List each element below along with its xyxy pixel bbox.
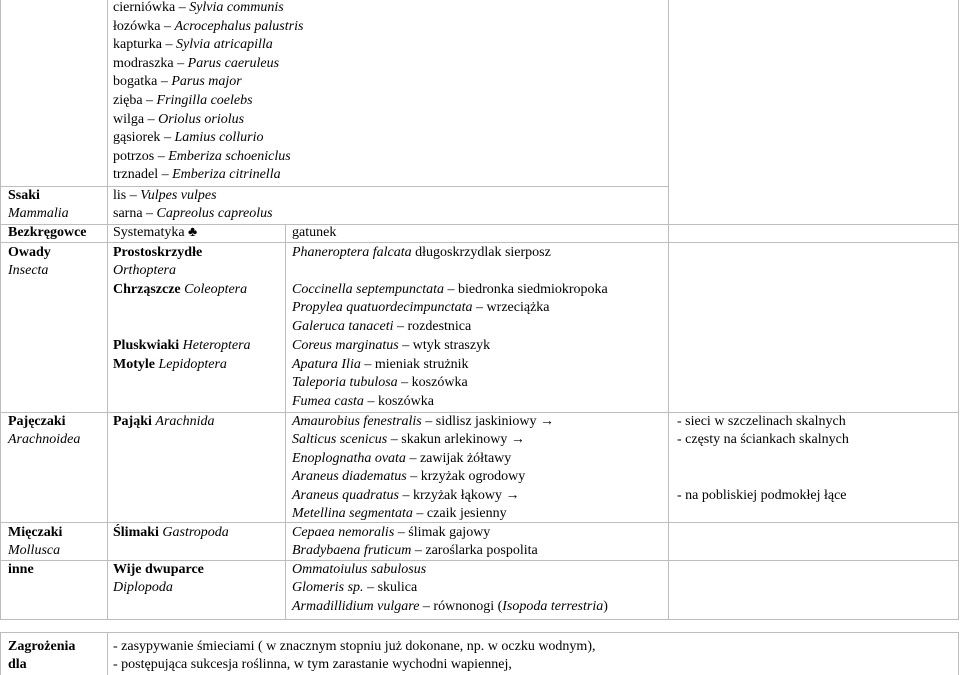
species-row: Araneus diadematus – krzyżak ogrodowy bbox=[292, 469, 526, 484]
species-row: Ommatoiulus sabulosus bbox=[292, 562, 427, 577]
species-row: potrzos – Emberiza schoeniclus bbox=[113, 148, 291, 164]
species-row: Cepaea nemoralis – ślimak gajowy bbox=[292, 525, 491, 540]
species-row: gąsiorek – Lamius collurio bbox=[113, 130, 264, 146]
species-row: bogatka – Parus major bbox=[113, 74, 242, 90]
species-row: Glomeris sp. – skulica bbox=[292, 580, 418, 595]
group-mammals-latin: Mammalia bbox=[8, 206, 69, 221]
grid-line bbox=[107, 0, 108, 620]
species-row: Salticus scenicus – skakun arlekinowy → bbox=[292, 432, 525, 447]
header-species: gatunek bbox=[292, 225, 337, 240]
group-arachnids: Pajęczaki bbox=[8, 414, 66, 429]
species-row: Enoplognatha ovata – zawijak żółtawy bbox=[292, 451, 512, 466]
threats-label-2: dla bbox=[8, 657, 27, 672]
species-row: modraszka – Parus caeruleus bbox=[113, 55, 280, 71]
arrow-right-icon: → bbox=[510, 432, 525, 447]
order-heteroptera: Pluskwiaki Heteroptera bbox=[113, 338, 251, 353]
species-row: wilga – Oriolus oriolus bbox=[113, 111, 245, 127]
species-row: Phaneroptera falcata długoskrzydlak sierposz bbox=[292, 245, 551, 260]
note: - na pobliskiej podmokłej łące bbox=[677, 488, 847, 503]
order-diplopoda: Wije dwuparce bbox=[113, 562, 204, 577]
order-orthoptera-latin: Orthoptera bbox=[113, 263, 176, 278]
grid-line bbox=[958, 632, 959, 675]
species-row: Bradybaena fruticum – zaroślarka pospolita bbox=[292, 543, 538, 558]
species-row: trznadel – Emberiza citrinella bbox=[113, 167, 281, 183]
order-arachnida: Pająki Arachnida bbox=[113, 414, 215, 429]
species-row: Coccinella septempunctata – biedronka siedmiokropoka bbox=[292, 282, 608, 297]
grid-line bbox=[107, 632, 108, 675]
species-row: Galeruca tanaceti – rozdestnica bbox=[292, 319, 472, 334]
grid-line bbox=[0, 632, 959, 633]
order-gastropoda: Ślimaki Gastropoda bbox=[113, 525, 229, 540]
order-lepidoptera: Motyle Lepidoptera bbox=[113, 357, 227, 372]
order-orthoptera: Prostoskrzydłe bbox=[113, 245, 203, 260]
species-row: Fumea casta – koszówka bbox=[292, 394, 434, 409]
grid-line bbox=[668, 0, 669, 620]
species-row: cierniówka – Sylvia communis bbox=[113, 0, 284, 15]
grid-line bbox=[0, 0, 1, 620]
species-row: Metellina segmentata – czaik jesienny bbox=[292, 506, 507, 521]
group-insects-latin: Insecta bbox=[8, 263, 49, 278]
species-row: Coreus marginatus – wtyk straszyk bbox=[292, 338, 491, 353]
grid-line bbox=[0, 186, 668, 187]
group-molluscs-latin: Mollusca bbox=[8, 543, 61, 558]
threat-item: - postępująca sukcesja roślinna, w tym zarastanie wychodni wapiennej, bbox=[113, 657, 512, 672]
note: - częsty na ściankach skalnych bbox=[677, 432, 849, 447]
group-molluscs: Mięczaki bbox=[8, 525, 63, 540]
species-row: zięba – Fringilla coelebs bbox=[113, 93, 253, 108]
species-row: Araneus quadratus – krzyżak łąkowy → bbox=[292, 488, 520, 503]
species-row: sarna – Capreolus capreolus bbox=[113, 206, 273, 221]
species-row: kapturka – Sylvia atricapilla bbox=[113, 37, 273, 53]
species-row: lis – Vulpes vulpes bbox=[113, 188, 217, 203]
species-row: Armadillidium vulgare – równonogi (Isopoda terrestria) bbox=[292, 599, 608, 614]
grid-line bbox=[958, 0, 959, 620]
species-row: Taleporia tubulosa – koszówka bbox=[292, 375, 468, 390]
group-others: inne bbox=[8, 562, 34, 577]
species-row: Amaurobius fenestralis – sidlisz jaskiniowy → bbox=[292, 414, 554, 429]
species-row: Apatura Ilia – mieniak strużnik bbox=[292, 357, 469, 372]
threats-label: Zagrożenia bbox=[8, 639, 76, 654]
arrow-right-icon: → bbox=[540, 414, 554, 429]
species-row: łozówka – Acrocephalus palustris bbox=[113, 18, 304, 34]
order-coleoptera: Chrząszcze Coleoptera bbox=[113, 282, 248, 297]
threat-item: - zasypywanie śmieciami ( w znacznym stopniu już dokonane, np. w oczku wodnym), bbox=[113, 639, 596, 654]
header-systematics: Systematyka ♣ bbox=[113, 225, 198, 240]
order-diplopoda-latin: Diplopoda bbox=[113, 580, 173, 595]
grid-line bbox=[0, 242, 959, 243]
arrow-right-icon: → bbox=[505, 488, 520, 503]
group-mammals: Ssaki bbox=[8, 188, 40, 203]
group-arachnids-latin: Arachnoidea bbox=[8, 432, 81, 447]
grid-line bbox=[0, 632, 1, 675]
note: - sieci w szczelinach skalnych bbox=[677, 414, 846, 429]
header-invertebrates: Bezkręgowce bbox=[8, 225, 87, 240]
grid-line bbox=[0, 619, 959, 620]
species-row: Propylea quatuordecimpunctata – wrzeciążka bbox=[292, 300, 550, 315]
group-insects: Owady bbox=[8, 245, 51, 260]
